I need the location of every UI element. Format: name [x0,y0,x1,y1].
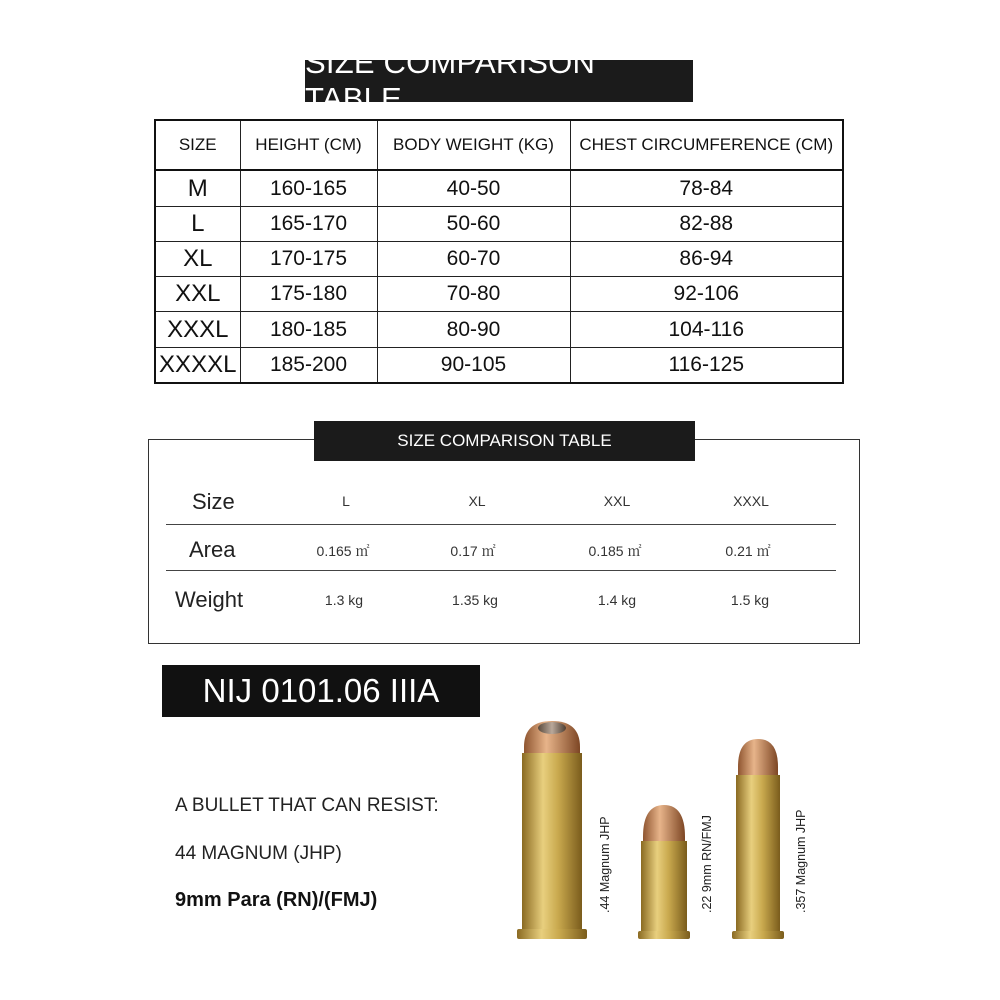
cell-size: XXL [156,277,240,312]
table-row [156,277,842,312]
cell-weight: 80-90 [377,312,570,347]
cell-size: XXXL [156,312,240,347]
plate-area: 0.165 ㎡ [316,543,370,559]
caliber-label: .22 9mm RN/FMJ [700,815,714,913]
cell-chest: 116-125 [570,347,842,382]
header-chest: CHEST CIRCUMFERENCE (CM) [570,121,842,170]
table-row [156,206,842,241]
plate-weight: 1.5 kg [730,592,770,608]
cell-height: 175-180 [240,277,377,312]
cell-size: XL [156,241,240,276]
table-row [156,347,842,382]
cell-weight: 40-50 [377,170,570,206]
cell-weight: 70-80 [377,277,570,312]
plate-weight: 1.4 kg [597,592,637,608]
plate-size: XXXL [733,493,769,509]
cell-chest: 86-94 [570,241,842,276]
row-divider [166,570,836,571]
plate-weight: 1.35 kg [452,592,498,608]
header-size: SIZE [156,121,240,170]
size-comparison-table [154,119,844,384]
bullet-44-magnum [517,721,587,939]
plate-area: 0.185 ㎡ [588,543,642,559]
cell-size: M [156,170,240,206]
cell-size: XXXXL [156,347,240,382]
row-divider [166,524,836,525]
plate-size: L [342,493,350,509]
plate-area: 0.21 ㎡ [725,543,771,559]
plate-weight: 1.3 kg [324,592,364,608]
bullet-357-magnum [732,739,784,939]
size-table-banner: SIZE COMPARISON TABLE [305,60,693,102]
resist-heading: A BULLET THAT CAN RESIST: [175,795,439,816]
table-row [156,241,842,276]
plate-area: 0.17 ㎡ [450,543,496,559]
cell-chest: 78-84 [570,170,842,206]
row-label-area: Area [189,537,236,562]
table-row [156,170,842,206]
cell-height: 185-200 [240,347,377,382]
caliber-label: .44 Magnum JHP [598,816,612,913]
header-body-weight: BODY WEIGHT (KG) [377,121,570,170]
plate-size: XXL [603,493,631,509]
nij-rating-banner: NIJ 0101.06 IIIA [162,665,480,717]
header-height: HEIGHT (CM) [240,121,377,170]
plate-table-banner: SIZE COMPARISON TABLE [314,421,695,461]
bullets-illustration [510,715,850,955]
cell-chest: 104-116 [570,312,842,347]
cell-weight: 50-60 [377,206,570,241]
cell-height: 160-165 [240,170,377,206]
cell-height: 165-170 [240,206,377,241]
cell-height: 180-185 [240,312,377,347]
cell-size: L [156,206,240,241]
resist-item-9mm: 9mm Para (RN)/(FMJ) [175,889,378,911]
cell-height: 170-175 [240,241,377,276]
cell-weight: 60-70 [377,241,570,276]
resist-item-44-magnum: 44 MAGNUM (JHP) [175,843,342,864]
table-row [156,312,842,347]
bullet-9mm [638,805,690,939]
cell-chest: 82-88 [570,206,842,241]
cell-weight: 90-105 [377,347,570,382]
cell-chest: 92-106 [570,277,842,312]
row-label-weight: Weight [175,587,244,612]
caliber-label: .357 Magnum JHP [794,809,808,913]
plate-size: XL [468,493,486,509]
row-label-size: Size [192,489,235,514]
